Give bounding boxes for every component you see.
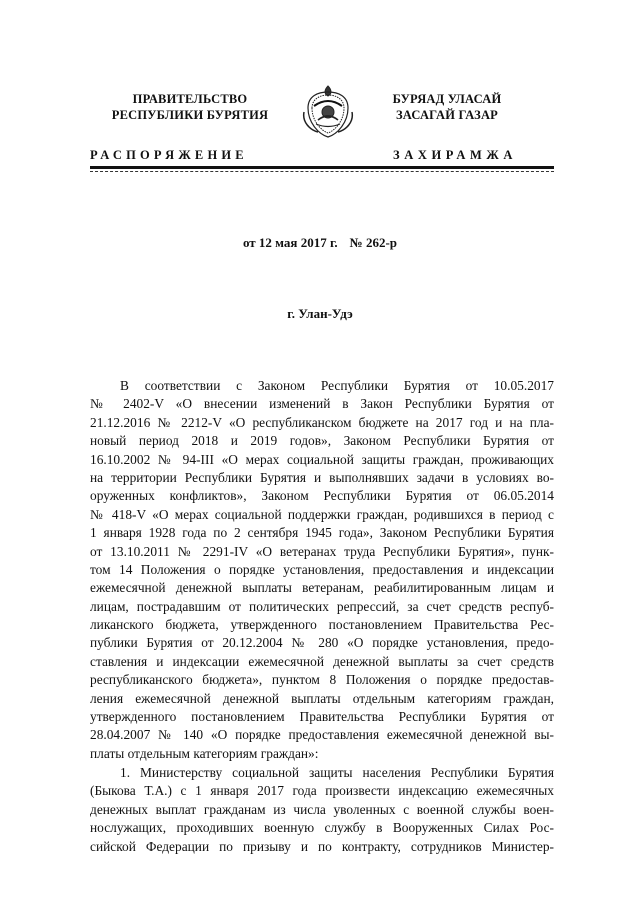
header-left-line1: ПРАВИТЕЛЬСТВО [132,92,248,106]
text-line: 21.12.2016 № 2212-V «О республиканском бюджете на 2017 год и на пла- [90,414,554,430]
header-divider [90,166,554,169]
order-number: № 262-р [349,235,398,250]
text-line: оруженных конфликтов», Законом Республики Бурятия от 06.05.2014 [90,488,554,504]
text-line: сийской Федерации по призыву и по контракту, сотрудников Министер- [90,838,554,854]
text-line: республиканского бюджета», пунктом 8 Положения о порядке предостав- [90,672,554,688]
text-line: 1 января 1928 года по 2 сентября 1945 года», Законом Республики Бурятия [90,525,554,541]
text-line: платы отдельным категориям граждан»: [90,745,319,761]
text-line: 28.04.2007 № 140 «О порядке предоставления ежемесячной денежной вы- [90,727,554,743]
order-date: от 12 мая 2017 г. [242,235,338,250]
text-line: публики Бурятия от 20.12.2004 № 280 «О порядке установления, предо- [90,635,554,651]
text-line: (Быкова Т.А.) с 1 января 2017 года произвести индексацию ежемесячных [90,783,554,799]
text-line: № 418-V «О мерах социальной поддержки граждан, родившихся в период с [90,506,554,522]
preamble-paragraph [90,377,554,763]
text-line: ежемесячной денежной выплаты ветеранам, реабилитированным лицам и [90,580,554,596]
header-divider-dotted [90,171,554,172]
text-line: ления ежемесячной денежной выплаты отдельным категориям граждан, [90,690,554,706]
text-line: 1. Министерству социальной защиты населения Республики Бурятия [120,765,554,780]
city: г. Улан-Удэ [287,306,353,321]
coat-of-arms-icon [300,82,356,140]
text-line: ставления и индексации ежемесячной денежной выплаты за счет средств [90,653,554,669]
text-line: В соответствии с Законом Республики Бурятия от 10.05.2017 [120,378,554,393]
header-left-line2: РЕСПУБЛИКИ БУРЯТИЯ [111,107,269,122]
date-number-line [0,235,640,251]
text-line: утвержденного постановлением Правительства Республики Бурятия от [90,709,554,725]
text-line: лицам, пострадавшим от политических репрессий, за счет средств респуб- [90,598,554,614]
text-line: № 2402-V «О внесении изменений в Закон Республики Бурятия от [90,396,554,412]
text-line: от 13.10.2011 № 2291-IV «О ветеранах труда Республики Бурятия», пунк- [90,543,554,559]
header-right-org [352,92,542,123]
doc-type-ru: РАСПОРЯЖЕНИЕ [90,148,248,162]
text-line: том 14 Положения о порядке установления, предоставления и индексации [90,561,554,577]
text-line: новый период 2018 и 2019 годов», Законом Республики Бурятия от [90,433,554,449]
item-1-paragraph [90,764,554,856]
header-right-line2: ЗАСАГАЙ ГАЗАР [395,107,499,122]
text-line: ликанского бюджета, утвержденного постановлением Правительства Рес- [90,617,554,633]
header-left-org [90,92,290,123]
text-line: на территории Республики Бурятия и выполнявших задачи в условиях во- [90,469,554,485]
doc-type-bua: ЗАХИРАМЖА [393,148,518,162]
text-line: денежных выплат гражданам из числа уволенных с военной службы воен- [90,801,554,817]
text-line: нослужащих, проходивших военную службу в Вооруженных Силах Рос- [90,820,554,836]
header-right-line1: БУРЯАД УЛАСАЙ [392,92,502,106]
text-line: 16.10.2002 № 94-III «О мерах социальной защиты граждан, проживающих [90,451,554,467]
